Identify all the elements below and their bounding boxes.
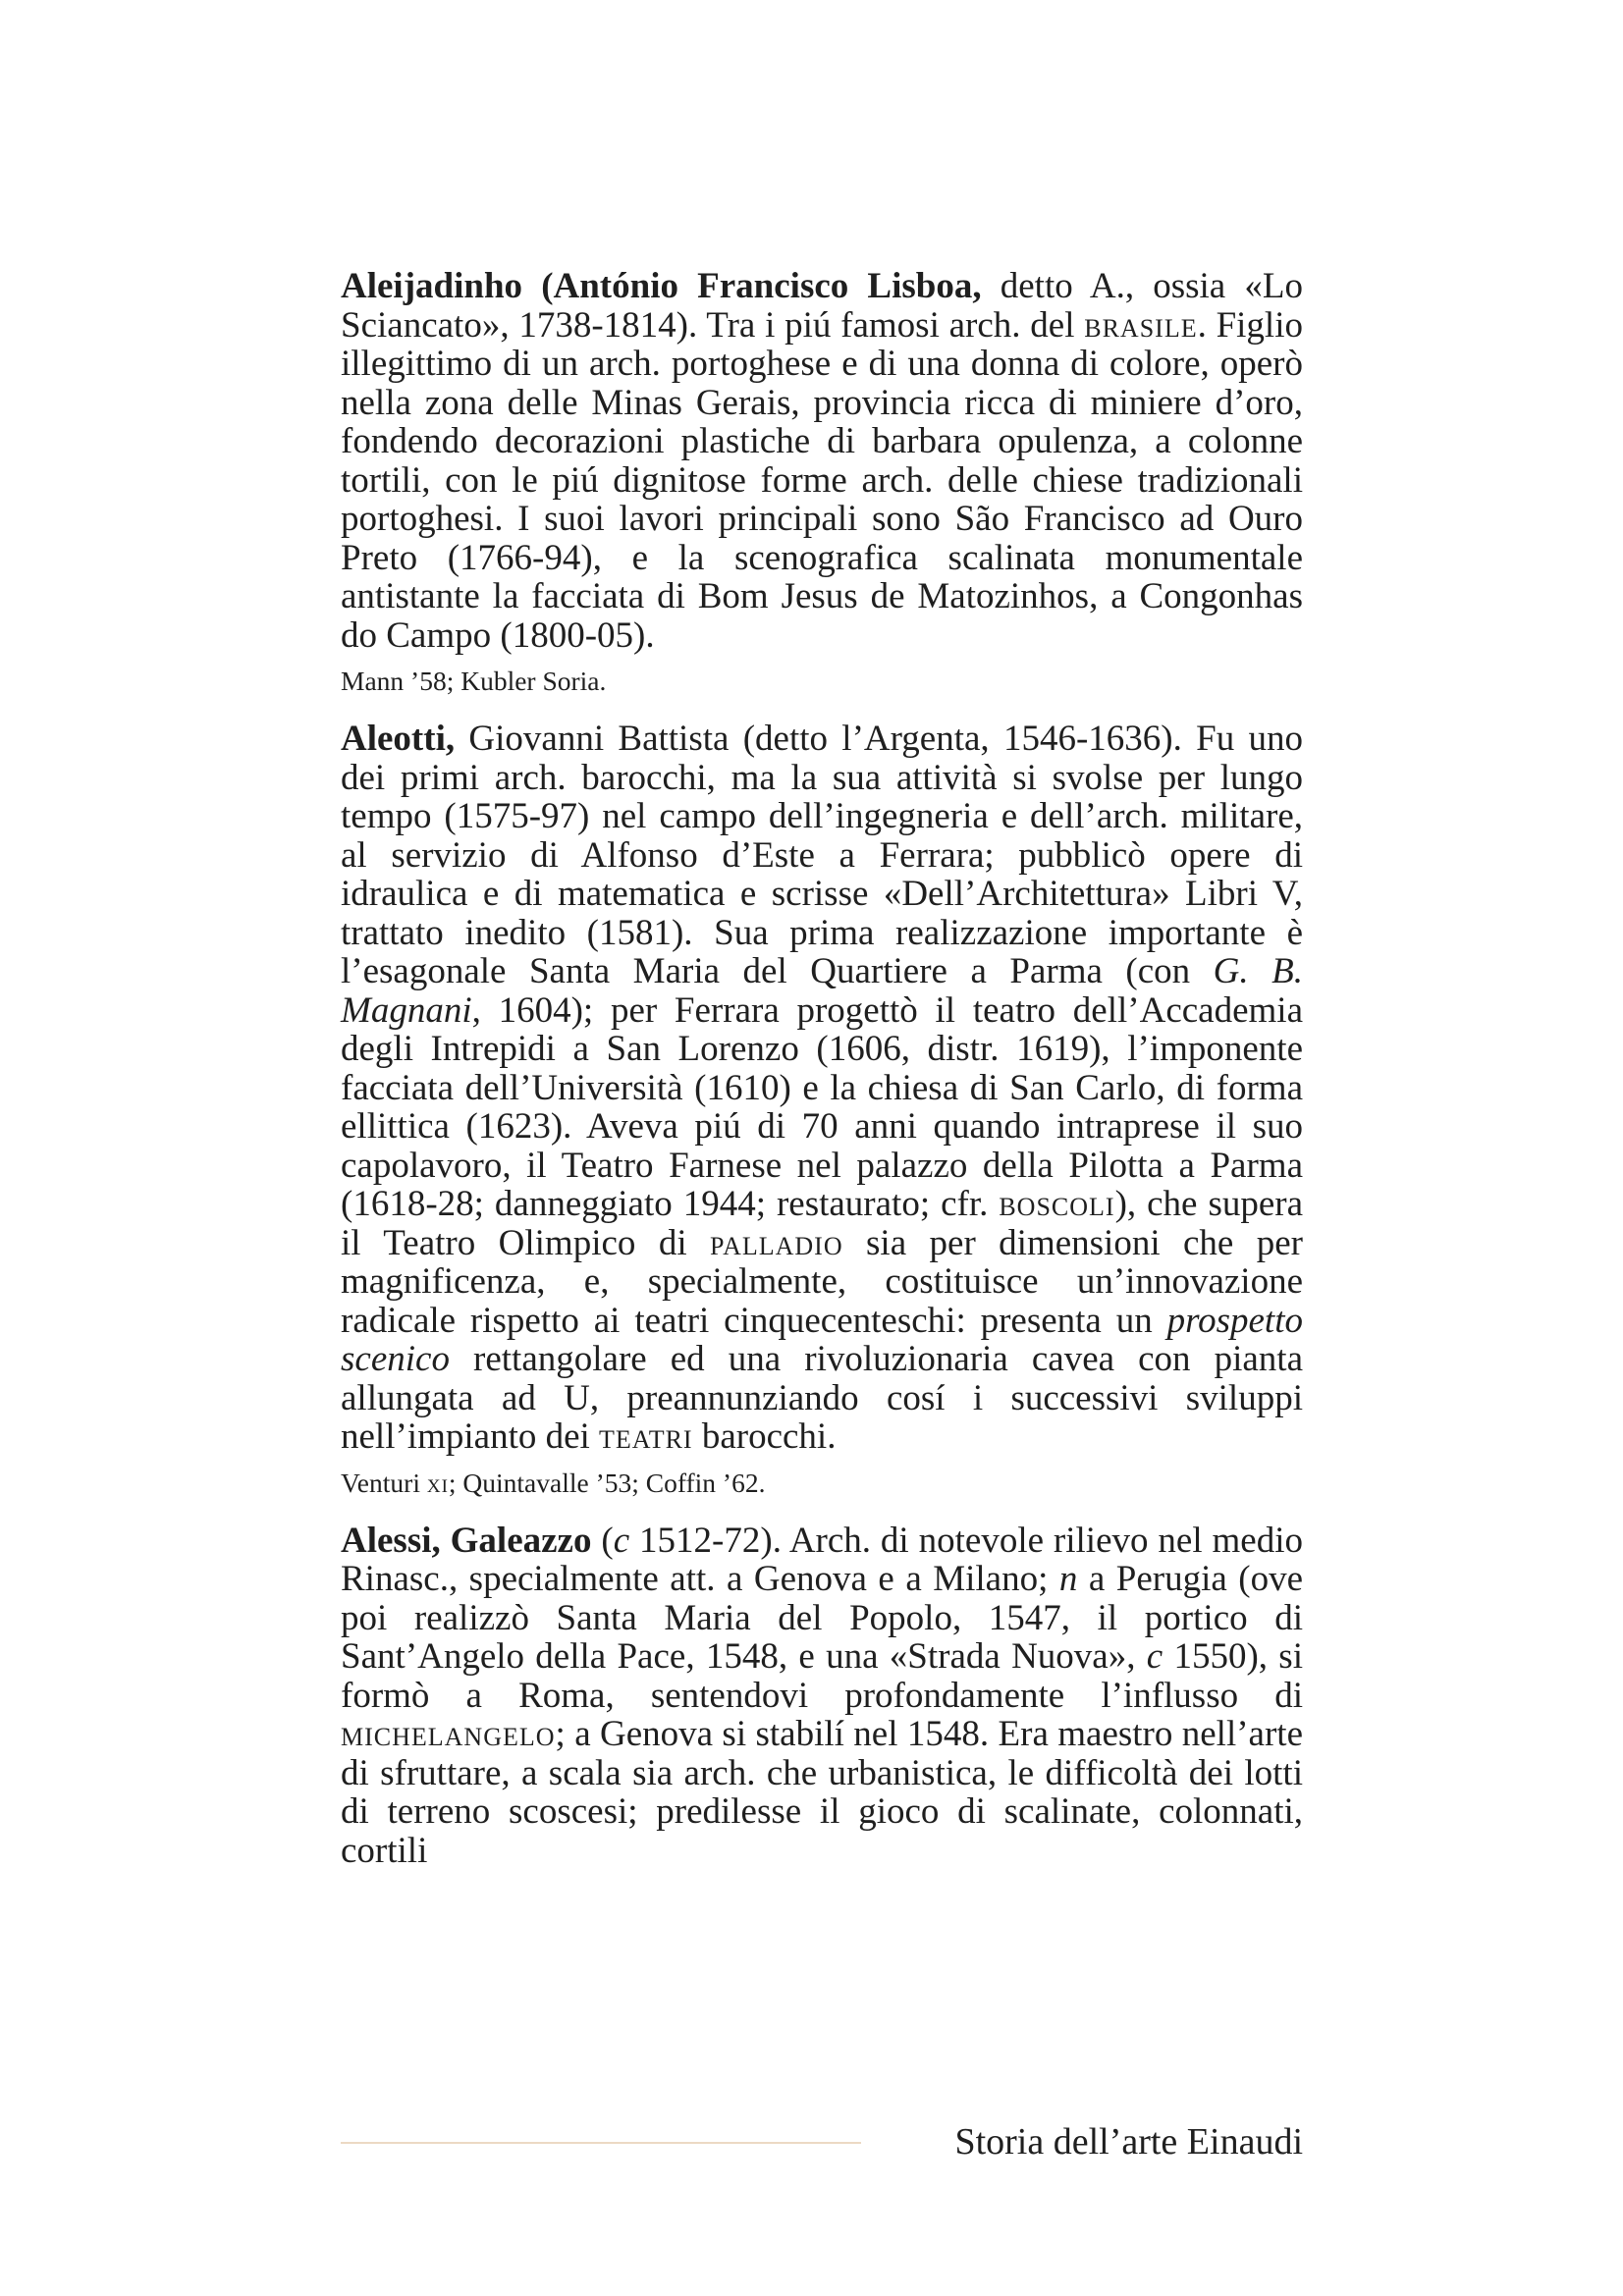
italic-name: G. B. Magnani <box>341 951 1303 1031</box>
entry-body: . Figlio illegittimo di un arch. portoghese e di una donna di colore, operò nella zona delle Minas Gerais, provincia ricca di miniere d’oro, fondendo decorazioni plastiche di barbara opulenza, a colonne tortili, con le piú dignitose forme arch. delle chiese tradizionali portoghesi. I suoi lavori principali sono São Francisco ad Ouro Preto (1766-94), e la scenografica scalinata monumentale antistante la facciata di Bom Jesus de Matozinhos, a Congonhas do Campo (1800-05). <box>341 304 1303 656</box>
bibliography: Mann ’58; Kubler Soria. <box>341 666 607 696</box>
cross-reference: teatri <box>599 1416 693 1457</box>
bibliography-part: ; Quintavalle ’53; Coffin ’62. <box>448 1467 766 1498</box>
italic-term: prospetto scenico <box>341 1300 1303 1379</box>
cross-reference: brasile <box>1084 304 1198 346</box>
headword: Alessi, Galeazzo <box>341 1520 592 1561</box>
entry-body: 1550), si formò a Roma, sentendovi profondamente l’influsso di <box>341 1636 1303 1716</box>
entry-body: ; a Genova si stabilí nel 1548. Era maestro nell’arte di sfruttare, a scala sia arch. che urbanistica, le difficoltà dei lotti di terreno scoscesi; predilesse il gioco di scalinate, colonnati, cortili <box>341 1714 1303 1871</box>
page-content <box>341 267 1303 1892</box>
page-footer <box>341 2118 1303 2167</box>
cross-reference: palladio <box>710 1222 843 1263</box>
entry-body: barocchi. <box>692 1416 837 1457</box>
entry-body: detto A., ossia «Lo Sciancato», 1738-1814). Tra i piú famosi arch. del <box>341 266 1303 346</box>
italic-abbrev: n <box>1058 1559 1078 1599</box>
entry-body: Giovanni Battista (detto l’Argenta, 1546-1636). Fu uno dei primi arch. barocchi, ma la sua attività si svolse per lungo tempo (1575-97) nel campo dell’ingegneria e dell’arch. militare, al servizio di Alfonso d’Este a Ferrara; pubblicò opere di idraulica e di matematica e scrisse «Dell’Architettura» Libri V, trattato inedito (1581). Sua prima realizzazione importante è l’esagonale Santa Maria del Quartiere a Parma (con <box>341 719 1303 991</box>
footer-label: Storia dell’arte Einaudi <box>954 2121 1303 2163</box>
entry-body: a Perugia (ove poi realizzò Santa Maria del Popolo, 1547, il portico di Sant’Angelo della Pace, 1548, e una «Strada Nuova», <box>341 1559 1303 1677</box>
entry-body: sia per dimensioni che per magnificenza, e, specialmente, costituisce un’innovazione radicale rispetto ai teatri cinquecenteschi: presenta un <box>341 1222 1304 1341</box>
entry-aleotti <box>341 720 1303 1500</box>
italic-abbrev: c <box>1146 1636 1163 1677</box>
entry-text <box>341 720 1303 1457</box>
entry-body: , 1604); per Ferrara progettò il teatro dell’Accademia degli Intrepidi a San Lorenzo (1606, distr. 1619), l’imponente facciata dell’Università (1610) e la chiesa di San Carlo, di forma ellittica (1623). Aveva piú di 70 anni quando intraprese il suo capolavoro, il Teatro Farnese nel palazzo della Pilotta a Parma (1618-28; danneggiato 1944; restaurato; cfr. <box>341 989 1303 1224</box>
italic-abbrev: c <box>613 1520 630 1561</box>
entry-body: 1512-72). Arch. di notevole rilievo nel medio Rinasc., specialmente att. a Genova e a Milano; <box>341 1520 1303 1599</box>
headword: Aleotti, <box>341 719 456 759</box>
cross-reference: boscoli <box>999 1184 1115 1224</box>
entry-body: ), che supera il Teatro Olimpico di <box>341 1184 1304 1263</box>
entry-alessi <box>341 1522 1303 1871</box>
bibliography-part: Venturi <box>341 1467 427 1498</box>
entry-text <box>341 1522 1303 1871</box>
headword: Aleijadinho (António Francisco Lisboa, <box>341 266 982 306</box>
cross-reference: michelangelo <box>341 1714 556 1754</box>
bibliography-volume: xi <box>426 1467 449 1498</box>
entry-aleijadinho <box>341 267 1303 698</box>
bibliography <box>341 1467 1303 1500</box>
entry-body: rettangolare ed una rivoluzionaria cavea con pianta allungata ad U, preannunziando cosí i successivi sviluppi nell’impianto dei <box>341 1339 1303 1457</box>
entry-body: ( <box>591 1520 614 1561</box>
footer-rule <box>341 2142 861 2144</box>
entry-text <box>341 267 1303 655</box>
